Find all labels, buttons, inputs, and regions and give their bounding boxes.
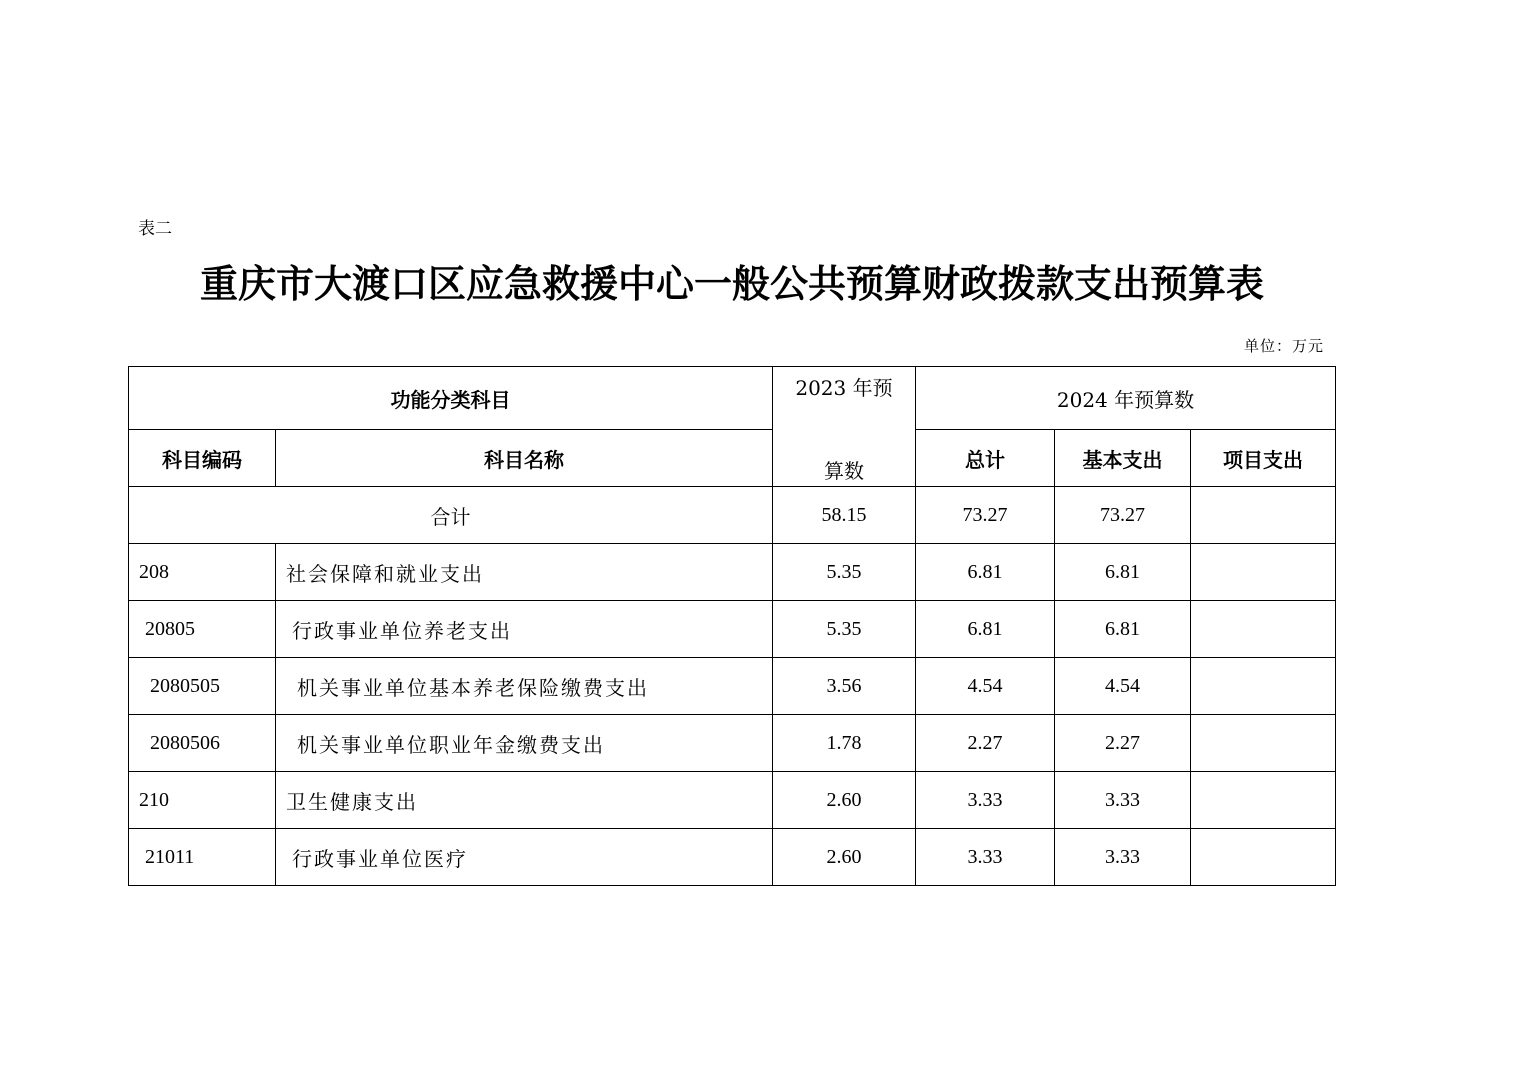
row-basic: 3.33 <box>1055 829 1191 886</box>
row-total: 6.81 <box>916 601 1055 658</box>
header-budget-2023-line2: 算数 <box>824 458 864 483</box>
total-row-total: 73.27 <box>916 487 1055 544</box>
row-project <box>1191 658 1336 715</box>
row-name: 卫生健康支出 <box>276 772 773 829</box>
row-basic: 2.27 <box>1055 715 1191 772</box>
row-code: 210 <box>129 772 276 829</box>
row-budget-2023: 5.35 <box>773 544 916 601</box>
row-code: 2080506 <box>129 715 276 772</box>
row-budget-2023: 5.35 <box>773 601 916 658</box>
row-name: 社会保障和就业支出 <box>276 544 773 601</box>
header-budget-2023-line1: 2023 年预 <box>795 375 893 400</box>
row-budget-2023: 2.60 <box>773 772 916 829</box>
row-total: 3.33 <box>916 829 1055 886</box>
table-row <box>129 658 1336 715</box>
header-total: 总计 <box>916 430 1055 487</box>
total-row-basic: 73.27 <box>1055 487 1191 544</box>
table-row <box>129 829 1336 886</box>
row-budget-2023: 2.60 <box>773 829 916 886</box>
row-code: 21011 <box>129 829 276 886</box>
table-row <box>129 772 1336 829</box>
total-row <box>129 487 1336 544</box>
row-budget-2023: 1.78 <box>773 715 916 772</box>
row-basic: 4.54 <box>1055 658 1191 715</box>
row-total: 4.54 <box>916 658 1055 715</box>
row-total: 6.81 <box>916 544 1055 601</box>
unit-note: 单位：万元 <box>1243 337 1324 355</box>
header-budget-2023 <box>773 367 916 487</box>
header-subject-name: 科目名称 <box>276 430 773 487</box>
table-row <box>129 601 1336 658</box>
row-code: 208 <box>129 544 276 601</box>
row-project <box>1191 601 1336 658</box>
row-budget-2023: 3.56 <box>773 658 916 715</box>
row-project <box>1191 715 1336 772</box>
header-project-expenditure: 项目支出 <box>1191 430 1336 487</box>
row-total: 3.33 <box>916 772 1055 829</box>
budget-table <box>128 366 1336 886</box>
row-name: 机关事业单位基本养老保险缴费支出 <box>276 658 773 715</box>
header-subject-code: 科目编码 <box>129 430 276 487</box>
header-basic-expenditure: 基本支出 <box>1055 430 1191 487</box>
row-project <box>1191 544 1336 601</box>
total-row-budget-2023: 58.15 <box>773 487 916 544</box>
row-basic: 6.81 <box>1055 544 1191 601</box>
header-row-1 <box>129 367 1336 430</box>
table-row <box>129 544 1336 601</box>
table-row <box>129 715 1336 772</box>
row-total: 2.27 <box>916 715 1055 772</box>
row-code: 2080505 <box>129 658 276 715</box>
total-row-label: 合计 <box>129 487 773 544</box>
header-row-2 <box>129 430 1336 487</box>
row-name: 机关事业单位职业年金缴费支出 <box>276 715 773 772</box>
header-budget-2024: 2024 年预算数 <box>916 367 1336 430</box>
row-basic: 6.81 <box>1055 601 1191 658</box>
total-row-project <box>1191 487 1336 544</box>
table-label: 表二 <box>138 219 172 239</box>
row-name: 行政事业单位养老支出 <box>276 601 773 658</box>
row-project <box>1191 829 1336 886</box>
row-project <box>1191 772 1336 829</box>
document-title: 重庆市大渡口区应急救援中心一般公共预算财政拨款支出预算表 <box>199 262 1264 306</box>
header-functional-category: 功能分类科目 <box>129 367 773 430</box>
row-basic: 3.33 <box>1055 772 1191 829</box>
row-name: 行政事业单位医疗 <box>276 829 773 886</box>
row-code: 20805 <box>129 601 276 658</box>
